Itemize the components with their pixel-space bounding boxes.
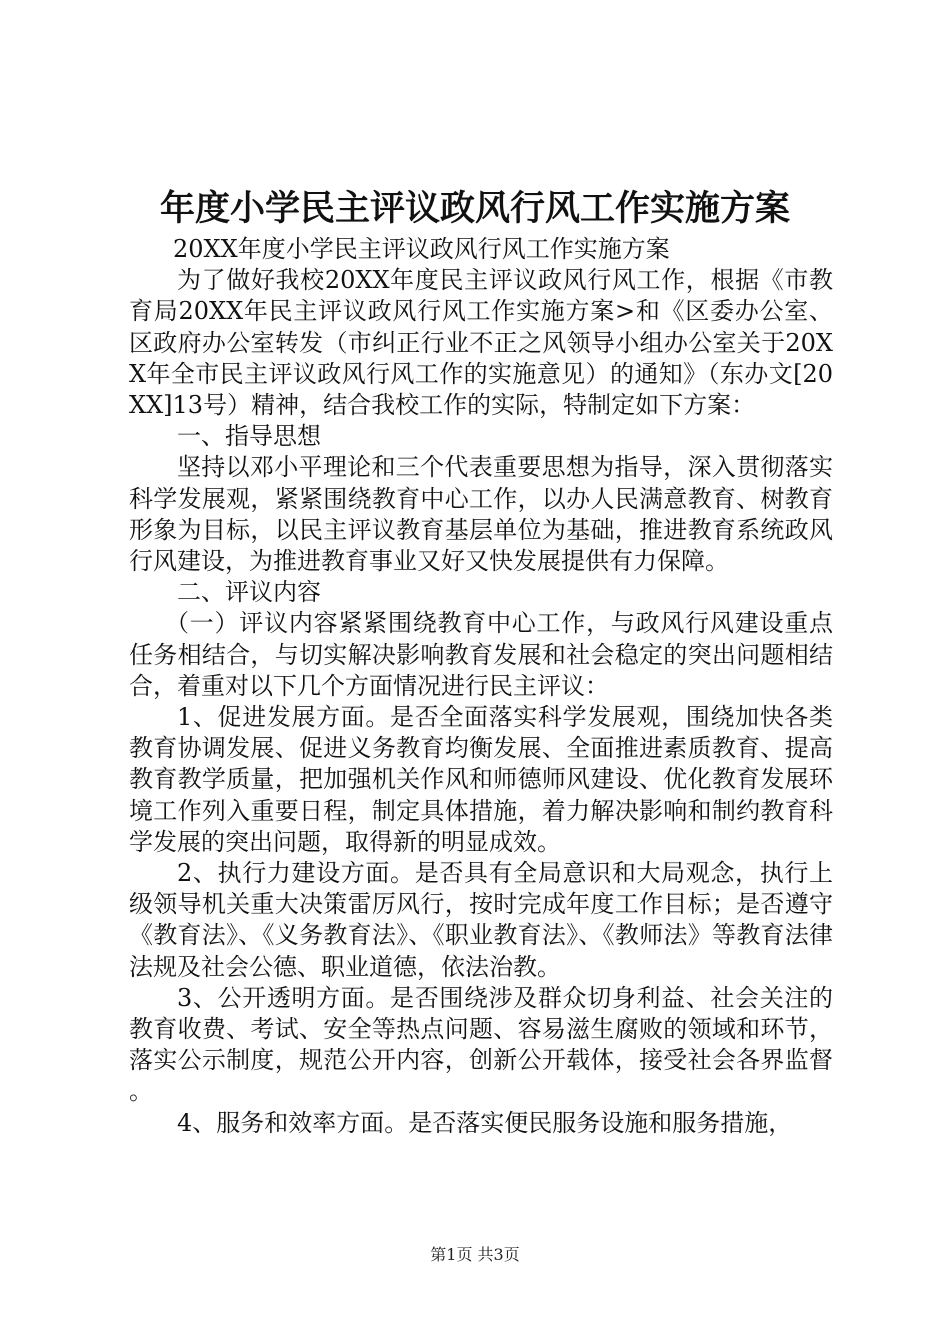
- page-footer: 第1页 共3页: [430, 1245, 520, 1264]
- paragraph-item-2: 2、执行力建设方面。是否具有全局意识和大局观念，执行上级领导机关重大决策雷厉风行，按时完成年度工作目标；是否遵守《教育法》、《义务教育法》、《职业教育法》、《教师法》等教育法律法规及社会公德、职业道德，依法治教。: [129, 859, 833, 981]
- section-heading-guiding-ideology: 一、指导思想: [177, 422, 321, 451]
- paragraph-evaluation-content-1: （一）评议内容紧紧围绕教育中心工作，与政风行风建设重点任务相结合，与切实解决影响教育发展和社会稳定的突出问题相结合，着重对以下几个方面情况进行民主评议：: [129, 609, 833, 700]
- paragraph-item-3: 3、公开透明方面。是否围绕涉及群众切身利益、社会关注的教育收费、考试、安全等热点问题、容易滋生腐败的领域和环节，落实公示制度，规范公开内容，创新公开载体，接受社会各界监督。: [129, 983, 833, 1106]
- paragraph-intro: 为了做好我校20XX年度民主评议政风行风工作，根据《市教育局20XX年民主评议政风行风工作实施方案>和《区委办公室、区政府办公室转发（市纠正行业不正之风领导小组办公室关于20XX年全市民主评议政风行风工作的实施意见）的通知》（东办文[20XX]13号）精神，结合我校工作的实际，特制定如下方案：: [129, 266, 833, 420]
- document-title: 年度小学民主评议政风行风工作实施方案: [159, 189, 790, 229]
- paragraph-item-4: 4、服务和效率方面。是否落实便民服务设施和服务措施，: [177, 1108, 793, 1137]
- document-body: [129, 234, 833, 1139]
- paragraph-subtitle: 20XX年度小学民主评议政风行风工作实施方案: [173, 235, 670, 263]
- section-heading-evaluation-content: 二、评议内容: [177, 578, 321, 607]
- paragraph-guiding-ideology: 坚持以邓小平理论和三个代表重要思想为指导，深入贯彻落实科学发展观，紧紧围绕教育中心工作，以办人民满意教育、树教育形象为目标，以民主评议教育基层单位为基础，推进教育系统政风行风建设，为推进教育事业又好又快发展提供有力保障。: [129, 453, 833, 576]
- paragraph-item-1: 1、促进发展方面。是否全面落实科学发展观，围绕加快各类教育协调发展、促进义务教育均衡发展、全面推进素质教育、提高教育教学质量，把加强机关作风和师德师风建设、优化教育发展环境工作列入重要日程，制定具体措施，着力解决影响和制约教育科学发展的突出问题，取得新的明显成效。: [129, 703, 833, 856]
